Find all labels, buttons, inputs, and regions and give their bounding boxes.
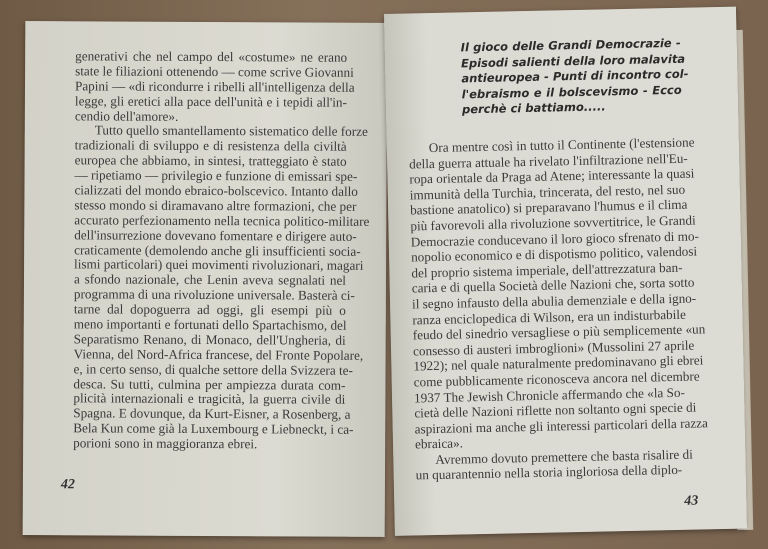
text-line: Il gioco delle Grandi Democrazie - (460, 35, 681, 55)
text-line: più favorevoli alla rivoluzione sovvertitrice, le Grandi (410, 212, 696, 234)
text-line: l'ebraismo e il bolscevismo - Ecco (461, 82, 682, 102)
text-line: state le filiazioni ottenendo — come scrive Giovanni (75, 63, 354, 80)
text-line: ropa orientale da Praga ad Atene; interessante la quasi (409, 165, 695, 187)
text-line: programma di una rivoluzione universale. Basterà ci- (73, 286, 355, 304)
text-line: stesso mondo si diramavano altre formazioni, che per (74, 197, 357, 214)
text-line: 1937 The Jewish Chronicle affermando che «la So- (413, 384, 686, 405)
text-line: e, in certo senso, di qualche settore della Svizzera te- (73, 361, 353, 378)
text-line: meno importanti e fortunati dello Spartachismo, del (73, 316, 347, 333)
text-line: il segno infausto della abulia demenziale e della igno- (411, 290, 697, 312)
text-line: tradizionali di sviluppo e di resistenza della civiltà (74, 137, 347, 155)
text-line: ebraica». (414, 435, 464, 452)
text-line: Papini — «di ricondurre i ribelli all'intelligenza della (74, 78, 355, 95)
text-line: del proprio sistema imperiale, dell'attrezzatura ban- (411, 259, 683, 281)
text-line: Separatismo Renano, di Monaco, dell'Ungheria, di (73, 331, 346, 348)
text-line: Tutto quello smantellamento sistematico delle forze (94, 122, 368, 140)
text-line: legge, gli eretici alla pace dell'unità e i tepidi all'in- (74, 92, 347, 110)
page-number-right: 43 (684, 493, 699, 509)
text-line: craticamente (demolendo anche gli insufficienti socia- (74, 241, 361, 259)
text-line: feudo del sinedrio versagliese o più semplicemente «un (412, 321, 706, 343)
text-line: cializzati del mondo ebraico-bolscevico. Intanto dallo (74, 182, 358, 199)
text-line: accurato perfezionamento nella tecnica politico-militare (74, 212, 370, 229)
text-line: — ripetiamo — privilegio e funzione di emissari spe- (74, 167, 358, 184)
text-line: tarne dal dopoguerra ad oggi, gli esempi più o (73, 301, 346, 318)
text-line: Democrazie conducevano il loro gioco sfrenato di mo- (410, 228, 700, 250)
text-line: lismi particolari) quei movimenti rivoluzionari, magari (74, 256, 364, 274)
text-line: Episodi salienti della loro malavita (460, 51, 686, 70)
right-page-text (408, 134, 709, 484)
left-page-text (73, 48, 370, 452)
text-line: immunità della Turchia, trincerata, del resto, nel suo (409, 181, 686, 203)
text-line: Vienna, del Nord-Africa francese, del Fronte Popolare, (73, 346, 364, 363)
text-line: ranza enciclopedica di Wilson, era un indisturbabile (412, 306, 687, 328)
text-line: a sfondo nazionale, che Lenin aveva segnalati nel (73, 271, 347, 289)
text-line: caria e di quella Società delle Nazioni che, sorta sotto (411, 274, 695, 296)
text-line: cietà delle Nazioni riflette non soltanto ogni specie di (414, 399, 697, 421)
text-line: un quarantennio nella storia ingloriosa della diplo- (415, 462, 683, 483)
text-line: dell'insurrezione dovevano fomentare e dirigere auto- (74, 227, 357, 244)
text-line: Spagna. E dovunque, da Kurt-Eisner, a Rosenberg, a (73, 405, 351, 423)
text-line: aspirazioni ma anche gli interessi particolari della razza (414, 414, 709, 437)
text-line: bastione anatolico) si preparavano l'humus e il clima (409, 197, 688, 218)
chapter-summary-heading (460, 35, 689, 119)
text-line: Ora mentre così in tutto il Continente (l'estensione (428, 134, 695, 156)
text-line: consesso di austeri imbroglioni» (Mussolini 27 aprile (412, 337, 695, 359)
text-line: Avremmo dovuto premettere che basta risalire di (435, 446, 694, 467)
text-line: 1922); nel quale naturalmente predominavano gli ebrei (413, 352, 704, 374)
text-line: come pubblicamente riconosceva ancora nel dicembre (413, 368, 700, 390)
text-line: generativi che nel campo del «costume» ne erano (75, 48, 348, 65)
page-number-left: 42 (60, 477, 75, 493)
text-line: della guerra attuale ha rivelato l'infiltrazione nell'Eu- (408, 150, 688, 172)
text-line: cendio dell'amore». (74, 107, 179, 124)
right-page (384, 7, 747, 536)
text-line: antieuropea - Punti di incontro col- (461, 66, 689, 86)
text-line: porioni sono in maggioranza ebrei. (73, 435, 258, 452)
text-line: desca. Su tutti, culmina per ampiezza durata com- (73, 375, 346, 393)
left-page (23, 21, 388, 537)
text-line: nopolio economico e di dispotismo politico, valendosi (410, 243, 698, 265)
text-line: plicità internazionali e tragicità, la guerra civile di (73, 390, 346, 408)
text-line: europea che abbiamo, in sintesi, tratteggiato è stato (74, 152, 347, 169)
text-line: Bela Kun come già la Luxembourg e Liebneckt, i ca- (73, 420, 354, 438)
text-line: perchè ci battiamo..... (461, 99, 606, 117)
